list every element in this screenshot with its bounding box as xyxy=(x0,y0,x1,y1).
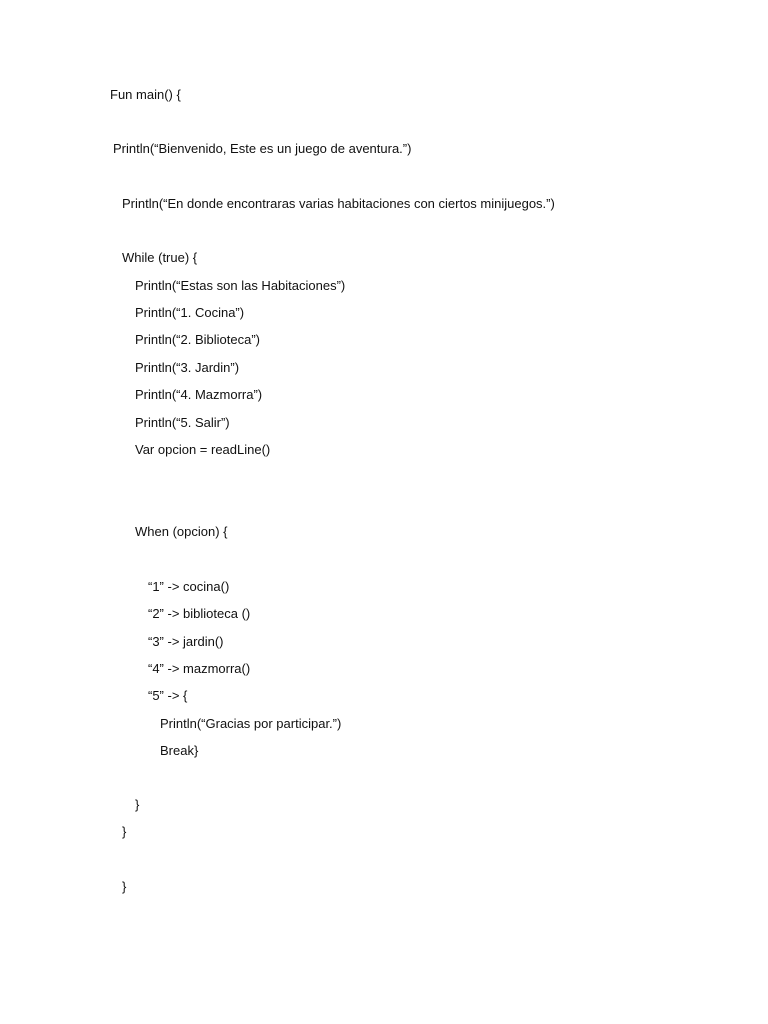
code-line: When (opcion) { xyxy=(135,524,228,539)
code-line: While (true) { xyxy=(122,250,198,265)
code-line: “4” -> mazmorra() xyxy=(148,661,251,676)
code-line: “5” -> { xyxy=(148,688,188,703)
code-line: Println(“Gracias por participar.”) xyxy=(160,716,342,731)
code-line: “1” -> cocina() xyxy=(148,579,230,594)
code-line: Println(“1. Cocina”) xyxy=(135,305,245,320)
code-line: } xyxy=(135,797,140,812)
code-line: Var opcion = readLine() xyxy=(135,442,271,457)
code-line: Println(“Estas son las Habitaciones”) xyxy=(135,278,346,293)
code-line: Println(“Bienvenido, Este es un juego de aventura.”) xyxy=(113,141,412,156)
code-line: Println(“4. Mazmorra”) xyxy=(135,387,263,402)
code-line: Println(“2. Biblioteca”) xyxy=(135,332,260,347)
code-line: “3” -> jardin() xyxy=(148,634,224,649)
code-line: Fun main() { xyxy=(110,87,181,102)
code-line: Println(“3. Jardin”) xyxy=(135,360,240,375)
code-line: } xyxy=(122,879,127,894)
code-line: } xyxy=(122,824,127,839)
code-line: Println(“En donde encontraras varias habitaciones con ciertos minijuegos.”) xyxy=(122,196,555,211)
code-line: Println(“5. Salir”) xyxy=(135,415,230,430)
code-line: “2” -> biblioteca () xyxy=(148,606,251,621)
code-line: Break} xyxy=(160,743,199,758)
